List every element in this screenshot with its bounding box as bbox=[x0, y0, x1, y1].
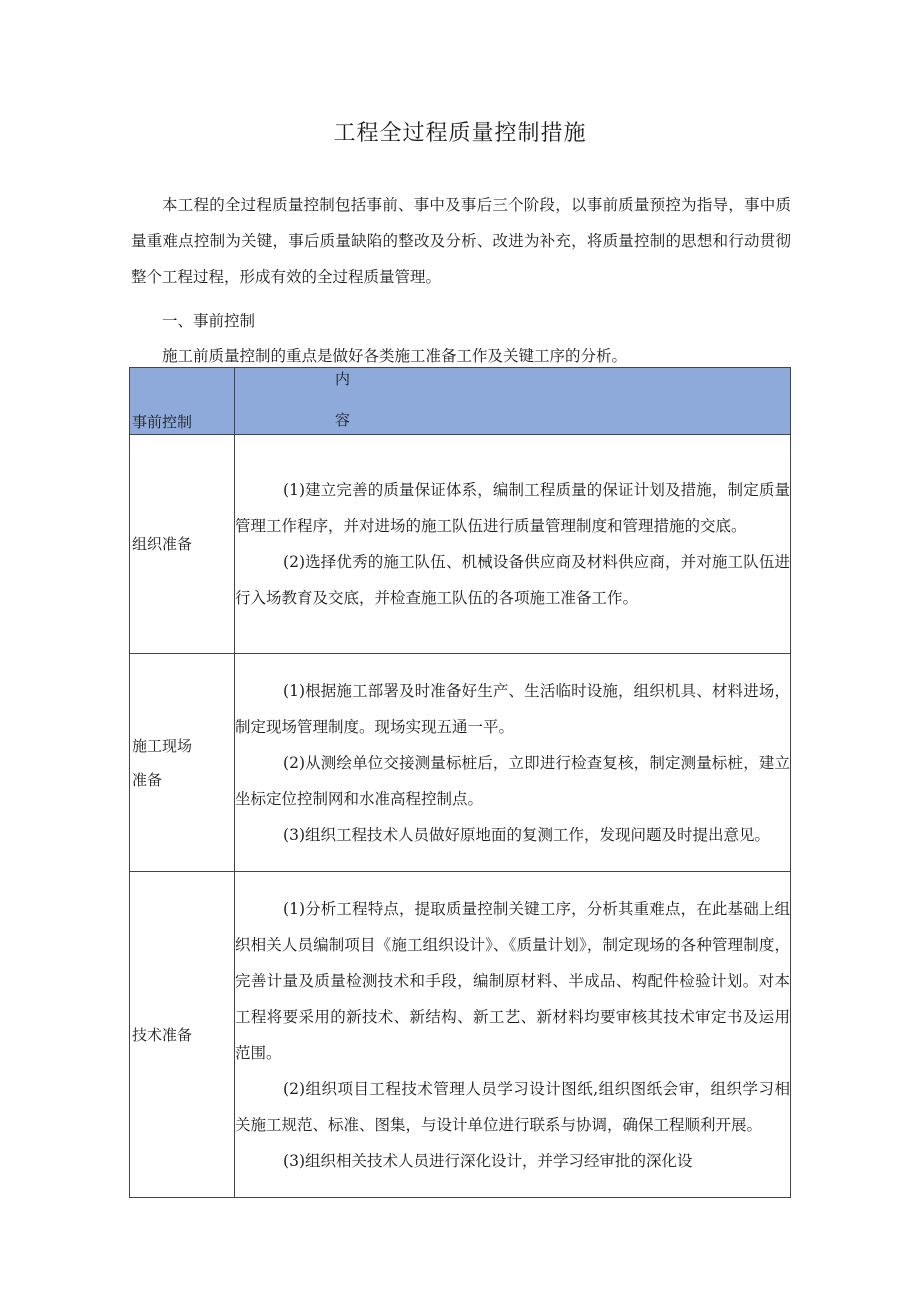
intro-paragraph: 本工程的全过程质量控制包括事前、事中及事后三个阶段，以事前质量预控为指导，事中质量重难点控制为关键，事后质量缺陷的整改及分析、改进为补充，将质量控制的思想和行动贯彻整个工程过程，形成有效的全过程质量管理。 bbox=[131, 196, 791, 286]
content-item: (1)建立完善的质量保证体系，编制工程质量的保证计划及措施，制定质量管理工作程序，并对进场的施工队伍进行质量管理制度和管理措施的交底。 bbox=[235, 481, 790, 535]
row-content-cell bbox=[235, 872, 791, 1198]
content-item: (1)根据施工部署及时准备好生产、生活临时设施，组织机具、材料进场，制定现场管理制度。现场实现五通一平。 bbox=[235, 681, 790, 736]
row-content-cell bbox=[235, 435, 791, 654]
section-intro-paragraph: 施工前质量控制的重点是做好各类施工准备工作及关键工序的分析。 bbox=[162, 347, 628, 365]
row-label-cell: 施工现场 准备 bbox=[130, 654, 235, 872]
table-header-row bbox=[130, 368, 791, 435]
content-item: (1)分析工程特点，提取质量控制关键工序，分析其重难点，在此基础上组织相关人员编制项目《施工组织设计》、《质量计划》，制定现场的各种管理制度，完善计量及质量检测技术和手段，编制原材料、半成品、构配件检验计划。对本工程将要采用的新技术、新结构、新工艺、新材料均要审核其技术审定书及运用范围。 bbox=[235, 899, 790, 1062]
row-label-cell: 组织准备 bbox=[130, 435, 235, 654]
content-item: (3)组织工程技术人员做好原地面的复测工作，发现问题及时提出意见。 bbox=[283, 825, 771, 844]
page-title: 工程全过程质量控制措施 bbox=[333, 121, 587, 146]
header-cell-content: 内 容 bbox=[235, 368, 791, 435]
row-content-cell bbox=[235, 654, 791, 872]
row-label-cell: 技术准备 bbox=[130, 872, 235, 1198]
pre-control-table bbox=[129, 367, 791, 1198]
table-row bbox=[130, 654, 791, 872]
header-cell-category: 事前控制 bbox=[130, 368, 235, 435]
content-item: (3)组织相关技术人员进行深化设计，并学习经审批的深化设 bbox=[283, 1151, 693, 1170]
table-row bbox=[130, 435, 791, 654]
content-item: (2)选择优秀的施工队伍、机械设备供应商及材料供应商，并对施工队伍进行入场教育及交底，并检查施工队伍的各项施工准备工作。 bbox=[235, 553, 790, 607]
content-item: (2)组织项目工程技术管理人员学习设计图纸,组织图纸会审，组织学习相关施工规范、标准、图集，与设计单位进行联系与协调，确保工程顺利开展。 bbox=[235, 1079, 790, 1134]
content-item: (2)从测绘单位交接测量标桩后，立即进行检查复核，制定测量标桩，建立坐标定位控制网和水准高程控制点。 bbox=[235, 753, 790, 808]
table-row bbox=[130, 872, 791, 1198]
section-heading: 一、事前控制 bbox=[162, 312, 256, 330]
